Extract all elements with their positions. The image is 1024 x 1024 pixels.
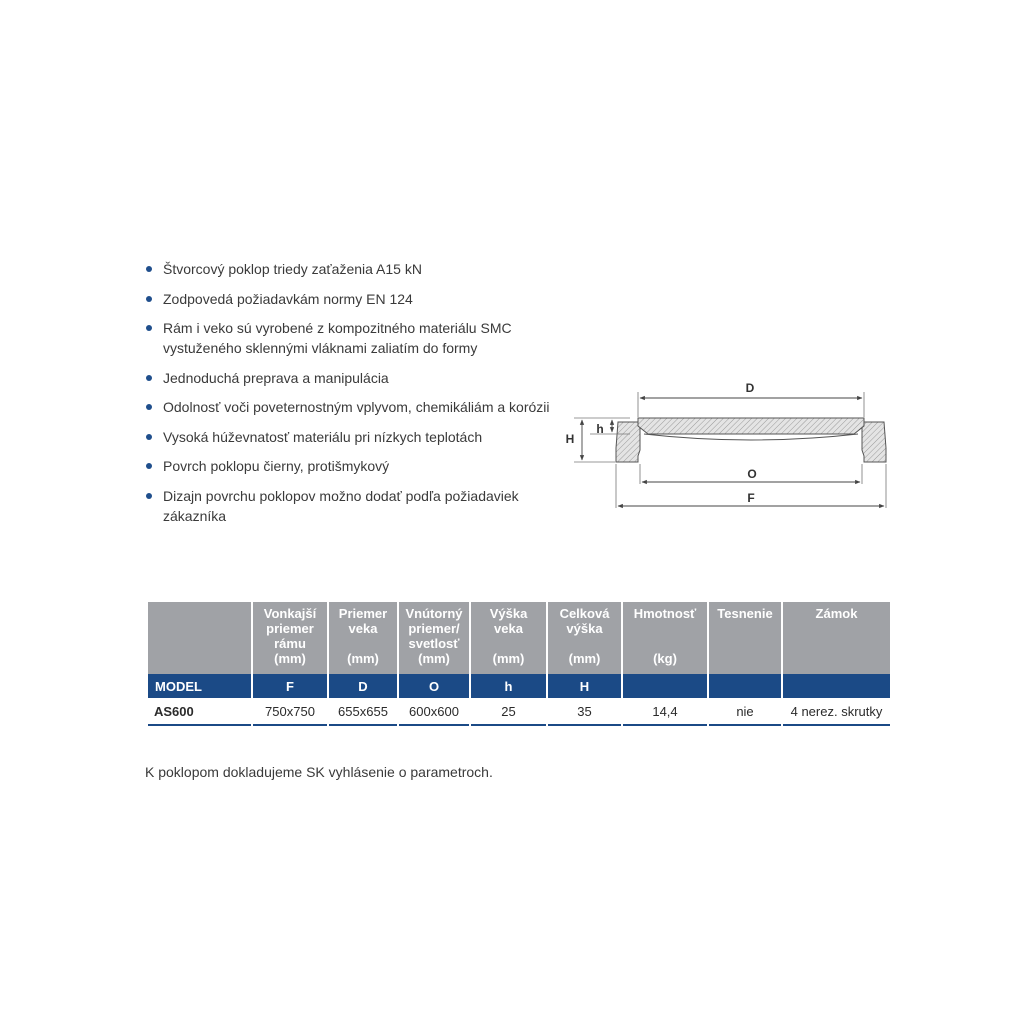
bullet-icon xyxy=(146,404,152,410)
feature-item xyxy=(145,289,565,309)
table-cell: 600x600 xyxy=(399,698,469,726)
bullet-icon xyxy=(146,325,152,331)
symbol-cell: D xyxy=(329,674,397,698)
feature-item xyxy=(145,368,565,388)
table-cell: 4 nerez. skrutky xyxy=(783,698,890,726)
footnote: K poklopom dokladujeme SK vyhlásenie o parametroch. xyxy=(145,764,493,780)
symbol-cell: O xyxy=(399,674,469,698)
feature-text: Rám i veko sú vyrobené z kompozitného materiálu SMC vystuženého sklennými vláknami zaliatím do formy xyxy=(163,320,512,356)
symbol-cell: MODEL xyxy=(148,674,251,698)
table-symbol-row xyxy=(148,674,890,698)
header-cell-lid-diameter: Priemer veka (mm) xyxy=(329,602,397,674)
bullet-icon xyxy=(146,375,152,381)
bullet-icon xyxy=(146,296,152,302)
feature-text: Povrch poklopu čierny, protišmykový xyxy=(163,458,390,474)
table-cell: 25 xyxy=(471,698,546,726)
table-cell: 35 xyxy=(548,698,621,726)
bullet-icon xyxy=(146,266,152,272)
feature-item xyxy=(145,397,565,417)
table-cell: 655x655 xyxy=(329,698,397,726)
table-header-row xyxy=(148,602,890,674)
symbol-cell xyxy=(783,674,890,698)
header-cell-lock: Zámok xyxy=(783,602,890,674)
table-row xyxy=(148,698,890,726)
header-cell-seal: Tesnenie xyxy=(709,602,781,674)
label-H: H xyxy=(565,432,575,446)
header-cell-total-height: Celková výška (mm) xyxy=(548,602,621,674)
feature-item xyxy=(145,259,565,279)
frame-left xyxy=(616,422,640,462)
frame-right xyxy=(862,422,886,462)
feature-item xyxy=(145,318,565,358)
feature-item xyxy=(145,486,565,526)
spec-table xyxy=(146,602,892,726)
feature-item xyxy=(145,427,565,447)
bullet-icon xyxy=(146,493,152,499)
lid-shape xyxy=(638,418,864,434)
feature-text: Jednoduchá preprava a manipulácia xyxy=(163,369,389,386)
bullet-icon xyxy=(146,434,152,440)
feature-list xyxy=(145,259,565,535)
cross-section-diagram xyxy=(560,372,900,522)
lid-underside xyxy=(644,434,858,440)
header-cell-lid-height: Výška veka (mm) xyxy=(471,602,546,674)
feature-text: Odolnosť voči poveternostným vplyvom, chemikáliám a korózii xyxy=(163,399,550,415)
feature-text: Štvorcový poklop triedy zaťaženia A15 kN xyxy=(163,261,422,277)
feature-text: Dizajn povrchu poklopov možno dodať podľa požiadaviek zákazníka xyxy=(163,487,519,524)
symbol-cell xyxy=(623,674,707,698)
symbol-cell xyxy=(709,674,781,698)
table-cell: 14,4 xyxy=(623,698,707,726)
table-cell: nie xyxy=(709,698,781,726)
feature-text: Zodpovedá požiadavkám normy EN 124 xyxy=(163,290,413,307)
label-h: h xyxy=(596,422,604,436)
header-cell-weight: Hmotnosť (kg) xyxy=(623,602,707,674)
label-O: O xyxy=(747,467,757,481)
label-F: F xyxy=(747,491,755,505)
bullet-icon xyxy=(146,463,152,469)
symbol-cell: h xyxy=(471,674,546,698)
feature-text: Vysoká húževnatosť materiálu pri nízkych teplotách xyxy=(163,428,483,445)
feature-item xyxy=(145,456,565,476)
symbol-cell: F xyxy=(253,674,327,698)
header-cell-model xyxy=(148,602,251,674)
label-D: D xyxy=(745,381,755,395)
symbol-cell: H xyxy=(548,674,621,698)
table-cell: 750x750 xyxy=(253,698,327,726)
header-cell-inner-diameter: Vnútorný priemer/ svetlosť (mm) xyxy=(399,602,469,674)
header-cell-outer-frame: Vonkajší priemer rámu (mm) xyxy=(253,602,327,674)
table-cell-model: AS600 xyxy=(148,698,251,726)
